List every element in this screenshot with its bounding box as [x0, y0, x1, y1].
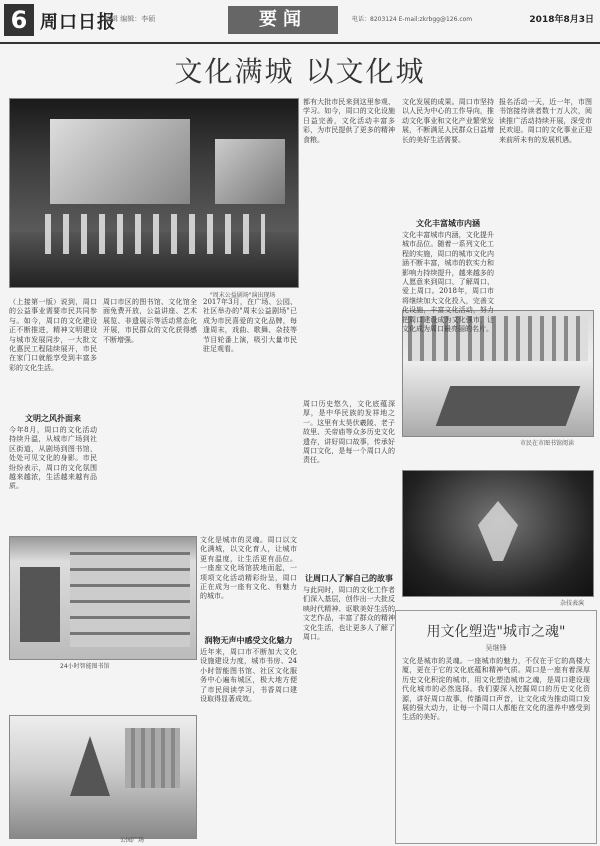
subhead-zhoukou-story: 让周口人了解自己的故事 [305, 573, 393, 583]
section-title: 要闻 [228, 6, 338, 34]
acrobatics-photo [402, 470, 594, 597]
article-column-5b: 文化丰富城市内涵，文化提升城市品位。随着一系列文化工程的实施，周口的城市文化内涵不断丰富，城市的软实力和影响力持续提升，越来越多的人愿意来到周口、了解周口、爱上周口。2018年，周口市将继续加大文化投入，完善文化设施，丰富文化活动，努力把周口建设成为文化强市，让文化成为周口最亮丽的名片。 [402, 231, 494, 334]
article-column-6a: 报名活动一天，近一年，市图书馆接待读者数十万人次，阅读推广活动持续开展，深受市民欢迎。周口的文化事业正迎来前所未有的发展机遇。 [499, 98, 592, 144]
photo-caption-library: 市民在市图书馆阅读 [520, 440, 575, 447]
commentary-body: 文化是城市的灵魂。一座城市的魅力，不仅在于它的高楼大厦，更在于它的文化底蕴和精神气质。周口是一座有着深厚历史文化积淀的城市，用文化塑造城市之魂，是周口建设现代化城市的必然选择。我们要深入挖掘周口的历史文化资源，讲好周口故事，传播周口声音，让文化成为推动周口发展的强大动力，让每一个周口人都能在文化的滋养中感受到生活的美好。 [402, 657, 590, 722]
editor-credit: 编辑 编辑：李硕 [104, 15, 156, 23]
page-number: 6 [4, 4, 34, 36]
subhead-city-connotation: 文化丰富城市内涵 [416, 218, 480, 228]
photo-caption-stage: "周末公益剧场"演出现场 [210, 292, 276, 299]
commentary-title: 用文化塑造"城市之魂" [426, 624, 566, 640]
subhead-cultural-charm: 润物无声中感受文化魅力 [204, 635, 293, 645]
stage-performance-photo [9, 98, 299, 288]
article-column-2a: 周口市区的图书馆、文化馆全面免费开放，公益讲座、艺术展览、非遗展示等活动常态化开展，市民群众的文化获得感不断增强。 [103, 298, 197, 344]
commentary-box [395, 610, 597, 844]
article-column-2b: 文化是城市的灵魂。周口以文化满城，以文化育人，让城市更有温度，让生活更有品位。一座座文化场馆拔地而起，一项项文化活动精彩纷呈，周口正在成为一座有文化、有魅力的城市。 [200, 536, 297, 601]
photo-caption-park: 公园广场 [120, 837, 145, 844]
article-column-3a: 2017年3月，在广场、公园、社区举办的"周末公益剧场"已成为市民喜爱的文化品牌，每逢周末，戏曲、歌舞、杂技等节目轮番上演，吸引大量市民驻足观看。 [203, 298, 297, 354]
commentary-author: 吴继锋 [485, 644, 507, 652]
issue-date: 2018年8月3日 [529, 15, 594, 25]
article-column-1a: （上接第一版）说到，周口的公益事业需要市民共同参与。如今，周口的文化建设正不断推进，精神文明建设与城市发展同步，一大批文化惠民工程陆续展开，市民在家门口就能享受到丰富多彩的文化生活。 [9, 298, 97, 372]
article-column-4a: 都有大批市民来到这里参观、学习。如今，周口的文化设施日益完善，文化活动丰富多彩，为市民提供了更多的精神食粮。 [303, 98, 395, 144]
paper-name: 周口日报 [40, 12, 116, 33]
subhead-civilization: 文明之风扑面来 [25, 413, 81, 423]
article-column-2c: 近年来，周口市不断加大文化设施建设力度，城市书房、24小时智能图书馆、社区文化服务中心遍布城区，极大地方便了市民阅读学习，书香周口建设取得显著成效。 [200, 648, 297, 704]
article-column-4c: 与此同时，周口的文化工作者们深入基层，创作出一大批反映时代精神、讴歌美好生活的文艺作品，丰富了群众的精神文化生活，也让更多人了解了周口。 [303, 586, 395, 642]
contact-info: 电话：8203124 E-mail:zkrbgg@126.com [352, 16, 473, 23]
smart-library-photo [9, 536, 197, 660]
page-header [0, 0, 600, 44]
photo-caption-books: 24小时智能图书馆 [60, 663, 110, 670]
article-column-1b: 今年8月，周口的文化活动持续升温，从城市广场到社区街道，从剧场到图书馆，处处可见文化的身影。市民纷纷表示，周口的文化氛围越来越浓，生活越来越有品质。 [9, 426, 97, 491]
article-column-4b: 周口历史悠久，文化底蕴深厚，是中华民族的发祥地之一。这里有太昊伏羲陵、老子故里、关帝庙等众多历史文化遗存，讲好周口故事，传承好周口文化，是每一个周口人的责任。 [303, 400, 395, 465]
headline: 文化满城 以文化城 [174, 55, 426, 88]
photo-caption-acro: 杂技表演 [560, 600, 585, 607]
article-column-5a: 文化发展的成果。周口市坚持以人民为中心的工作导向，推动文化事业和文化产业繁荣发展，不断满足人民群众日益增长的美好生活需要。 [402, 98, 494, 144]
park-plaza-photo [9, 715, 197, 839]
